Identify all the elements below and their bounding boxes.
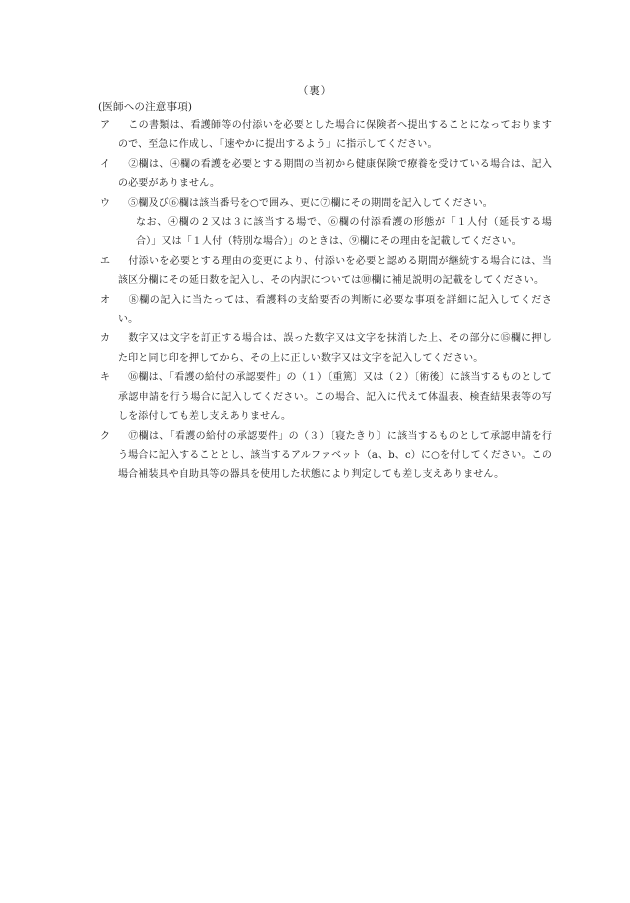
section-heading: (医師への注意事項) [98,101,193,113]
notes-list [100,116,552,485]
note-text: ⑤欄及び⑥欄は該当番号を○で囲み、更に⑦欄にその期間を記入してください。 [118,197,493,209]
note-text: この書類は、看護師等の付添いを必要とした場合に保険者へ提出することになっておりますので、至急に作成し、「速やかに提出するよう」に指示してください。 [118,120,552,151]
note-item-ku [100,427,552,485]
note-item-i [100,155,552,194]
note-text: 数字又は文字を訂正する場合は、誤った数字又は文字を抹消した上、その部分に⑮欄に押した印と同じ印を押してから、その上に正しい数字又は文字を記入してください。 [118,333,552,364]
note-item-u [100,194,552,213]
note-marker: エ [100,255,111,267]
note-marker: オ [100,294,111,306]
note-text: ⑧欄の記入に当たっては、看護料の支給要否の判断に必要な事項を詳細に記入してください。 [118,294,552,326]
note-text: ②欄は、④欄の看護を必要とする期間の当初から健康保険で療養を受けている場合は、記入の必要がありません。 [118,158,552,190]
note-item-e [100,252,552,291]
note-item-ki [100,368,552,426]
note-text: ⑯欄は、「看護の給付の承認要件」の（１）〔重篤〕又は（２）〔術後〕に該当するものとして承認申請を行う場合に記入してください。この場合、記入に代えて体温表、検査結果表等の写しを添付しても差し支えありません。 [118,372,552,423]
note-marker: キ [100,372,111,384]
note-marker: ウ [100,197,111,209]
note-item-o [100,291,552,330]
note-marker: ア [100,120,111,131]
note-item-ka [100,329,552,368]
note-text: ⑰欄は、「看護の給付の承認要件」の（３）〔寝たきり〕に該当するものとして承認申請を行う場合に記入することとし、該当するアルファベット（a、b、c）に○を付してください。この場合補装具や自助具等の器具を使用した状態により判定しても差し支えありません。 [118,430,552,481]
note-marker: イ [100,158,111,170]
note-text: 付添いを必要とする理由の変更により、付添いを必要と認める期間が継続する場合には、当該区分欄にその延日数を記入し、その内訳については⑩欄に補足説明の記載をしてください。 [118,255,552,287]
note-marker: カ [100,333,111,345]
note-marker: ク [100,430,111,442]
page-title: （裏） [297,85,333,97]
note-continuation: なお、④欄の２又は３に該当する場で、⑥欄の付添看護の形態が「１人付（延長する場合）」又は「１人付（特別な場合）」のときは、⑨欄にその理由を記載してください。 [136,217,552,248]
note-item-a [100,116,552,155]
